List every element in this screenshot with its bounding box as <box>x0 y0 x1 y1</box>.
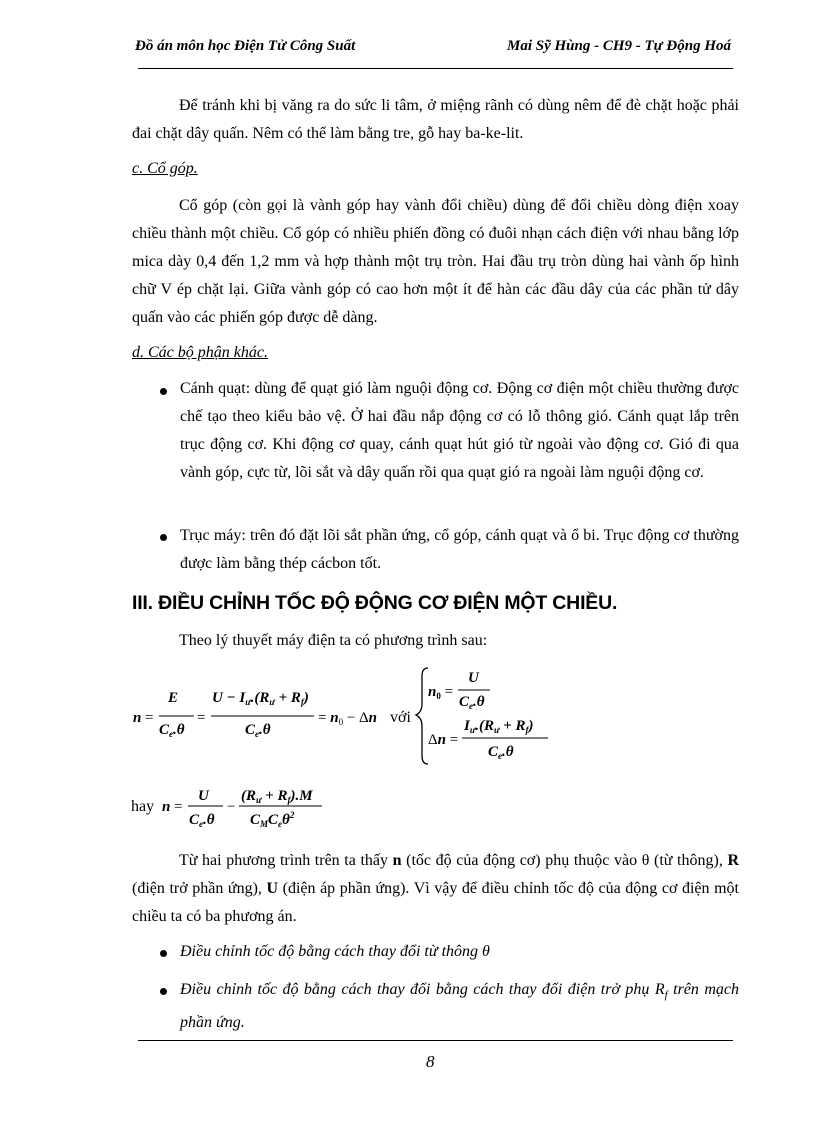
intro-paragraph: Để tránh khi bị văng ra do sức li tâm, ở miệng rãnh có dùng nêm để đè chặt hoặc phải đai chặt dây quấn. Nêm có thể làm bằng tre, gỗ hay ba-ke-lit. <box>132 97 739 142</box>
svg-text:hay: hay <box>131 798 155 815</box>
header-rule <box>138 68 733 69</box>
option-resistance: Điều chỉnh tốc độ bằng cách thay đổi bằng cách thay đổi điện trở phụ $R_f$ trên mạch phần ứng. <box>180 981 739 1032</box>
section-heading: III. ĐIỀU CHỈNH TỐC ĐỘ ĐỘNG CƠ ĐIỆN MỘT CHIỀU. <box>132 592 618 614</box>
bullet-item-shaft: Trục máy: trên đó đặt lõi sắt phần ứng, cổ góp, cánh quạt và ổ bi. Trục động cơ thường được làm bằng thép cácbon tốt. <box>180 527 739 572</box>
svg-text:−: − <box>227 799 236 815</box>
svg-text:Iư.(Rư + Rf): $I_ư.(R_ư + R_f)$ <box>464 718 534 735</box>
svg-text:= n0 − Δn: = $n_0 - \Delta n$ <box>318 710 378 727</box>
svg-text:Ce.θ: $C_e.\theta$ <box>159 722 185 739</box>
svg-text:(Rư + Rf).M: $(R_ư + R_f).M$ <box>241 788 313 805</box>
svg-text:Ce.θ: $C_e.\theta$ <box>459 694 485 711</box>
bullet-dot <box>160 388 167 395</box>
svg-text:U: U <box>198 788 209 804</box>
svg-text:n0 =: $n_0$ = <box>428 684 454 701</box>
svg-text:=: = <box>174 799 183 815</box>
subsection-d-title: d. Các bộ phận khác. <box>132 344 268 361</box>
svg-text:CMCeθ2: $C_MC_e\theta^2$ <box>250 810 295 829</box>
bullet-dot <box>160 950 167 957</box>
speed-equation <box>128 660 568 770</box>
svg-text:Ce.θ: $C_e.\theta$ <box>245 722 271 739</box>
page-header <box>135 38 731 64</box>
header-title: Đồ án môn học Điện Tử Công Suất <box>135 38 356 54</box>
subsection-c-text: Cổ góp (còn gọi là vành góp hay vành đổi chiều) dùng để đổi chiều dòng điện xoay chiều thành một chiều. Cổ góp có nhiều phiến đồng có đuôi nhạn cách điện với nhau bằng lớp mica dày 0,4 đến 1,2 mm và hợp thành một trụ tròn. Hai đầu trụ tròn dùng hai vành ốp hình chữ V ép chặt lại. Giữa vành góp có cao hơn một ít để hàn các đầu dây của các phần tử dây quấn vào các phiến góp được dễ dàng. <box>132 197 739 326</box>
svg-text:U − Iư.(Rư + Rf): $U - I_ư.(R_ư + R_f)$ <box>212 690 309 707</box>
subsection-c-title: c. Cổ góp. <box>132 160 198 177</box>
svg-text:=: = <box>145 710 154 726</box>
svg-text:với: với <box>390 709 411 726</box>
bullet-item-fan: Cánh quạt: dùng để quạt gió làm nguội động cơ. Động cơ điện một chiều thường được chế tạo theo kiểu bảo vệ. Ở hai đầu nắp động cơ có lỗ thông gió. Cánh quạt lắp trên trục động cơ. Khi động cơ quay, cánh quạt hút gió từ ngoài vào động cơ. Gió đi qua vành góp, cực từ, lõi sắt và dây quấn rồi qua quạt gió ra ngoài làm nguội động cơ. <box>180 380 739 481</box>
bullet-dot <box>160 988 167 995</box>
option-flux: Điều chỉnh tốc độ bằng cách thay đổi từ thông θ <box>180 943 490 960</box>
svg-text:Ce.θ: $C_e.\theta$ <box>189 812 215 829</box>
svg-text:n: n <box>133 710 142 726</box>
footer-rule <box>138 1040 733 1041</box>
speed-equation-alt <box>128 780 368 836</box>
page-number: 8 <box>426 1052 435 1071</box>
svg-text:=: = <box>197 710 206 726</box>
header-author: Mai Sỹ Hùng - CH9 - Tự Động Hoá <box>506 38 731 54</box>
svg-text:U: U <box>468 670 479 686</box>
method-paragraph: Từ hai phương trình trên ta thấy n (tốc độ của động cơ) phụ thuộc vào θ (từ thông), R (điện trở phần ứng), U (điện áp phần ứng). Vì vậy để điều chỉnh tốc độ của động cơ điện một chiều ta có ba phương án. <box>132 852 740 925</box>
svg-text:n: n <box>162 799 171 815</box>
svg-text:Δn =: Δn = <box>428 732 459 748</box>
svg-text:Ce.θ: $C_e.\theta$ <box>488 744 514 761</box>
section-intro: Theo lý thuyết máy điện ta có phương trình sau: <box>179 632 488 649</box>
bullet-dot <box>160 534 167 541</box>
svg-text:E: E <box>168 690 179 706</box>
